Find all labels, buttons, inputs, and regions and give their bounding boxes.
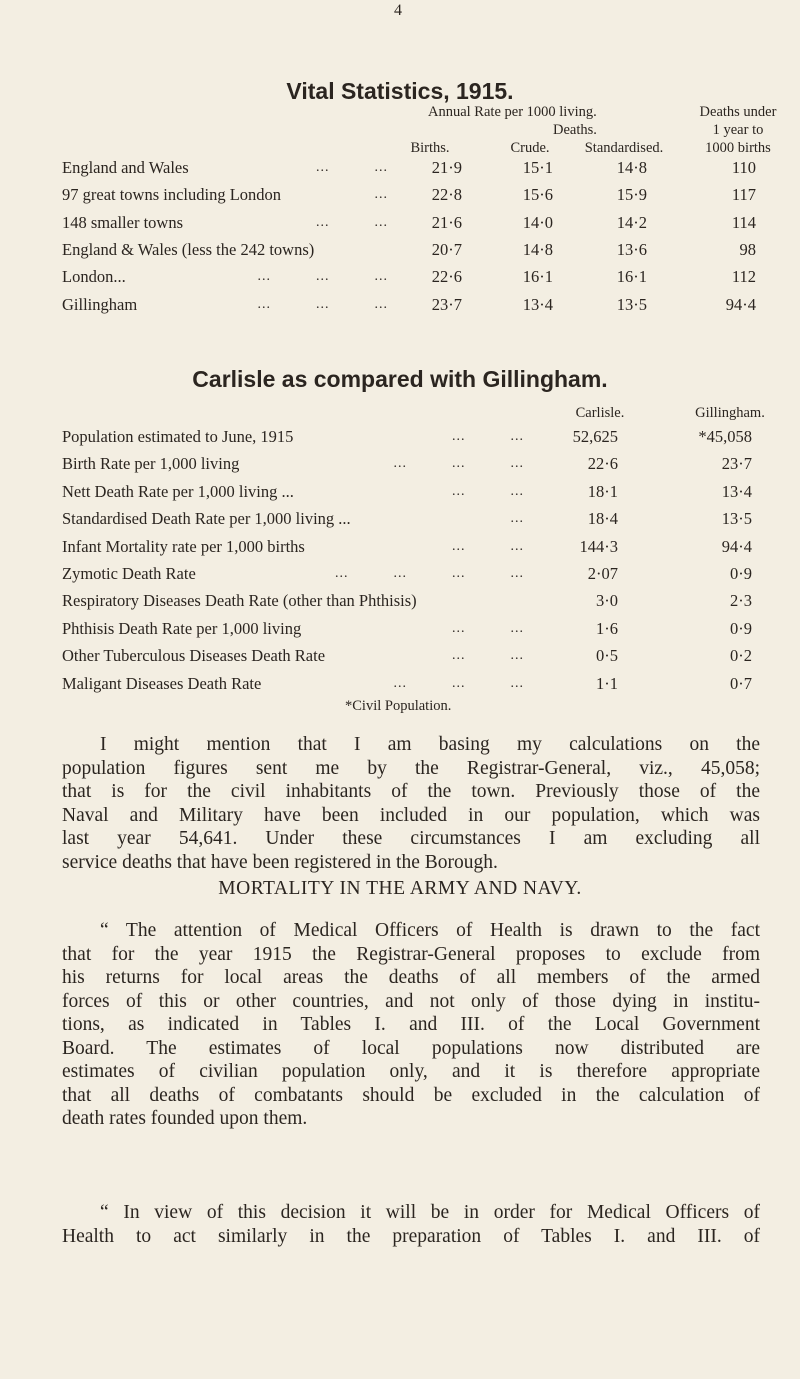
leader-dots: ... ... <box>316 214 388 230</box>
carlisle-value: 52,625 <box>572 427 618 446</box>
text-line: population figures sent me by the Registrar-General, viz., 45,058; <box>62 757 760 779</box>
vital-statistics-title: Vital Statistics, 1915. <box>286 78 514 104</box>
row-label: Standardised Death Rate per 1,000 living ... <box>62 509 351 529</box>
header-births: Births. <box>410 140 450 156</box>
births-value: 20·7 <box>431 239 462 259</box>
carlisle-value: 1·1 <box>596 673 618 693</box>
crude-death-value: 16·1 <box>522 267 553 287</box>
text-line: service deaths that have been registered in the Borough. <box>62 851 498 873</box>
gillingham-value: 0·7 <box>730 673 752 693</box>
text-line: Health to act similarly in the preparation of Tables I. and III. of <box>62 1225 760 1247</box>
row-label: Zymotic Death Rate <box>62 564 196 583</box>
header-annual-rate: Annual Rate per 1000 living. <box>428 104 597 120</box>
leader-dots: ... ... ... <box>393 675 524 691</box>
infant-death-value: 117 <box>731 185 756 205</box>
crude-death-value: 14·8 <box>522 239 553 259</box>
carlisle-value: 18·4 <box>587 509 618 529</box>
text-line: that for the year 1915 the Registrar-General proposes to exclude from <box>62 943 760 965</box>
standardised-death-value: 13·5 <box>616 294 647 314</box>
header-crude: Crude. <box>510 140 550 156</box>
leader-dots: ... <box>510 511 524 527</box>
infant-death-value: 98 <box>739 239 756 259</box>
text-line: Board. The estimates of local populations now distributed are <box>62 1037 760 1059</box>
crude-death-value: 14·0 <box>522 212 553 232</box>
paragraph-quote-2 <box>62 1201 760 1248</box>
row-label: Maligant Diseases Death Rate <box>62 673 262 693</box>
row-label: Phthisis Death Rate per 1,000 living <box>62 618 302 638</box>
standardised-death-value: 13·6 <box>616 239 647 259</box>
comparison-title: Carlisle as compared with Gillingham. <box>192 366 608 392</box>
text-line: forces of this or other countries, and not only of those dying in institu- <box>62 990 760 1012</box>
header-gillingham: Gillingham. <box>695 405 765 421</box>
standardised-death-value: 14·2 <box>616 212 647 232</box>
carlisle-value: 1·6 <box>596 618 618 638</box>
header-deaths: Deaths. <box>553 122 597 138</box>
section-heading: MORTALITY IN THE ARMY AND NAVY. <box>218 878 582 899</box>
row-label: Nett Death Rate per 1,000 living ... <box>62 481 294 501</box>
births-value: 23·7 <box>431 294 462 314</box>
leader-dots: ... ... <box>452 483 524 499</box>
text-line: I might mention that I am basing my calculations on the <box>100 734 760 755</box>
standardised-death-value: 15·9 <box>616 185 647 205</box>
carlisle-value: 0·5 <box>596 646 618 666</box>
births-value: 22·6 <box>431 267 462 287</box>
carlisle-value: 18·1 <box>587 481 618 501</box>
leader-dots: ... <box>374 187 388 203</box>
leader-dots: ... ... <box>452 620 524 636</box>
gillingham-value: 13·4 <box>721 481 752 501</box>
page-number: 4 <box>394 2 402 19</box>
row-label: England & Wales (less the 242 towns) <box>62 239 315 259</box>
row-label: Gillingham <box>62 294 138 314</box>
row-label: Birth Rate per 1,000 living <box>62 454 240 474</box>
header-standardised: Standardised. <box>584 140 664 156</box>
text-line: estimates of civilian population only, and it is therefore appropriate <box>62 1061 760 1082</box>
crude-death-value: 15·1 <box>522 158 553 177</box>
gillingham-value: 0·9 <box>730 618 752 638</box>
paragraph-quote-1 <box>62 919 760 1131</box>
infant-death-value: 94·4 <box>725 294 756 314</box>
infant-death-value: 114 <box>731 212 756 232</box>
gillingham-value: 23·7 <box>721 454 752 474</box>
text-line: that is for the civil inhabitants of the town. Previously those of the <box>62 781 760 802</box>
text-line: death rates founded upon them. <box>62 1108 308 1129</box>
carlisle-value: 22·6 <box>587 454 618 474</box>
standardised-death-value: 14·8 <box>616 158 647 177</box>
gillingham-value: 0·9 <box>730 564 752 583</box>
text-line: tions, as indicated in Tables I. and III. of the Local Government <box>62 1014 760 1035</box>
row-label: Population estimated to June, 1915 <box>62 427 294 446</box>
carlisle-value: 2·07 <box>587 564 618 583</box>
row-label: London... <box>62 267 126 287</box>
row-label: Respiratory Diseases Death Rate (other than Phthisis) <box>62 591 417 611</box>
leader-dots: ... ... <box>316 160 388 175</box>
gillingham-value: 2·3 <box>730 591 752 611</box>
header-deaths-under-1: Deaths under <box>699 104 777 120</box>
leader-dots: ... ... ... <box>257 296 388 312</box>
text-line: “ In view of this decision it will be in order for Medical Officers of <box>100 1202 760 1223</box>
leader-dots: ... ... ... ... <box>335 566 524 581</box>
header-deaths-under-3: 1000 births <box>705 140 771 156</box>
leader-dots: ... ... <box>452 648 524 664</box>
row-label: 97 great towns including London <box>62 185 282 205</box>
leader-dots: ... ... <box>452 538 524 554</box>
carlisle-value: 144·3 <box>579 536 618 556</box>
leader-dots: ... ... ... <box>257 269 388 285</box>
births-value: 21·9 <box>431 158 462 177</box>
gillingham-value: 13·5 <box>721 509 752 529</box>
row-label: 148 smaller towns <box>62 212 183 232</box>
row-label: Other Tuberculous Diseases Death Rate <box>62 646 326 666</box>
infant-death-value: 112 <box>731 267 756 287</box>
carlisle-value: 3·0 <box>596 591 618 611</box>
footnote: *Civil Population. <box>345 698 452 714</box>
crude-death-value: 13·4 <box>522 294 553 314</box>
gillingham-value: *45,058 <box>698 427 752 446</box>
leader-dots: ... ... <box>452 429 524 444</box>
row-label: England and Wales <box>62 158 189 177</box>
text-line: his returns for local areas the deaths of all members of the armed <box>62 967 760 988</box>
births-value: 21·6 <box>431 212 462 232</box>
gillingham-value: 94·4 <box>721 536 752 556</box>
row-label: Infant Mortality rate per 1,000 births <box>62 536 305 556</box>
text-line: Naval and Military have been included in our population, which was <box>62 804 760 826</box>
gillingham-value: 0·2 <box>730 646 752 666</box>
text-line: last year 54,641. Under these circumstances I am excluding all <box>62 828 760 849</box>
standardised-death-value: 16·1 <box>616 267 647 287</box>
leader-dots: ... ... ... <box>393 456 524 472</box>
paragraph-population <box>62 733 760 874</box>
header-deaths-under-2: 1 year to <box>712 122 764 138</box>
infant-death-value: 110 <box>731 158 756 177</box>
header-carlisle: Carlisle. <box>575 405 625 421</box>
crude-death-value: 15·6 <box>522 185 553 205</box>
text-line: “ The attention of Medical Officers of Health is drawn to the fact <box>100 920 760 941</box>
text-line: that all deaths of combatants should be excluded in the calculation of <box>62 1084 760 1106</box>
births-value: 22·8 <box>431 185 462 205</box>
